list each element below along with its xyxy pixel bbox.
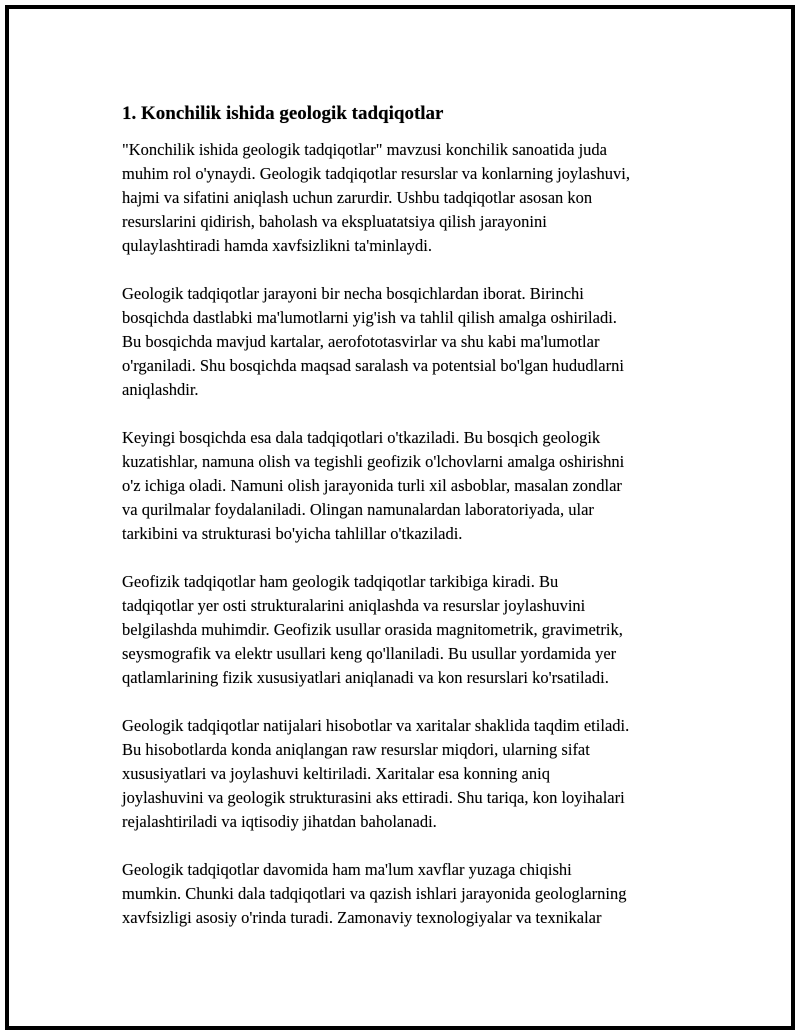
section-heading: 1. Konchilik ishida geologik tadqiqotlar bbox=[122, 103, 444, 124]
paragraph-line: va qurilmalar foydalaniladi. Olingan namunalardan laboratoriyada, ular bbox=[122, 500, 594, 519]
paragraph-line: joylashuvini va geologik strukturasini aks ettiradi. Shu tariqa, kon loyihalari bbox=[122, 788, 625, 807]
paragraph-line: kuzatishlar, namuna olish va tegishli geofizik o'lchovlarni amalga oshirishni bbox=[122, 452, 625, 471]
paragraph-line: hajmi va sifatini aniqlash uchun zarurdir. Ushbu tadqiqotlar asosan kon bbox=[122, 188, 593, 207]
paragraph-line: tarkibini va strukturasi bo'yicha tahlillar o'tkaziladi. bbox=[122, 524, 463, 543]
paragraph-4 bbox=[122, 570, 712, 690]
paragraph-line: seysmografik va elektr usullari keng qo'llaniladi. Bu usullar yordamida yer bbox=[122, 644, 617, 663]
paragraph-line: aniqlashdir. bbox=[122, 380, 199, 399]
paragraph-line: Bu bosqichda mavjud kartalar, aerofototasvirlar va shu kabi ma'lumotlar bbox=[122, 332, 600, 351]
paragraph-line: rejalashtiriladi va iqtisodiy jihatdan baholanadi. bbox=[122, 812, 437, 831]
document-body bbox=[122, 102, 712, 954]
paragraph-line: Keyingi bosqichda esa dala tadqiqotlari o'tkaziladi. Bu bosqich geologik bbox=[122, 428, 601, 447]
paragraph-line: xususiyatlari va joylashuvi keltiriladi. Xaritalar esa konning aniq bbox=[122, 764, 550, 783]
paragraph-line: Geologik tadqiqotlar jarayoni bir necha bosqichlardan iborat. Birinchi bbox=[122, 284, 584, 303]
paragraph-line: Bu hisobotlarda konda aniqlangan raw resurslar miqdori, ularning sifat bbox=[122, 740, 590, 759]
paragraph-line: o'z ichiga oladi. Namuni olish jarayonida turli xil asboblar, masalan zondlar bbox=[122, 476, 622, 495]
paragraph-line: belgilashda muhimdir. Geofizik usullar orasida magnitometrik, gravimetrik, bbox=[122, 620, 623, 639]
paragraph-3 bbox=[122, 426, 712, 546]
paragraph-line: Geologik tadqiqotlar davomida ham ma'lum xavflar yuzaga chiqishi bbox=[122, 860, 572, 879]
paragraph-line: bosqichda dastlabki ma'lumotlarni yig'ish va tahlil qilish amalga oshiriladi. bbox=[122, 308, 617, 327]
paragraph-line: "Konchilik ishida geologik tadqiqotlar" mavzusi konchilik sanoatida juda bbox=[122, 140, 608, 159]
paragraph-line: tadqiqotlar yer osti strukturalarini aniqlashda va resurslar joylashuvini bbox=[122, 596, 586, 615]
paragraph-6 bbox=[122, 858, 712, 930]
paragraph-2 bbox=[122, 282, 712, 402]
paragraph-line: resurslarini qidirish, baholash va ekspluatatsiya qilish jarayonini bbox=[122, 212, 547, 231]
paragraph-1 bbox=[122, 138, 712, 258]
page-frame bbox=[5, 5, 795, 1030]
paragraph-line: qatlamlarining fizik xususiyatlari aniqlanadi va kon resurslari ko'rsatiladi. bbox=[122, 668, 609, 687]
paragraph-line: mumkin. Chunki dala tadqiqotlari va qazish ishlari jarayonida geologlarning bbox=[122, 884, 627, 903]
paragraph-line: qulaylashtiradi hamda xavfsizlikni ta'minlaydi. bbox=[122, 236, 432, 255]
paragraph-line: o'rganiladi. Shu bosqichda maqsad saralash va potentsial bo'lgan hududlarni bbox=[122, 356, 624, 375]
paragraph-line: Geologik tadqiqotlar natijalari hisobotlar va xaritalar shaklida taqdim etiladi. bbox=[122, 716, 630, 735]
paragraph-5 bbox=[122, 714, 712, 834]
paragraph-line: Geofizik tadqiqotlar ham geologik tadqiqotlar tarkibiga kiradi. Bu bbox=[122, 572, 559, 591]
paragraph-line: xavfsizligi asosiy o'rinda turadi. Zamonaviy texnologiyalar va texnikalar bbox=[122, 908, 602, 927]
paragraph-line: muhim rol o'ynaydi. Geologik tadqiqotlar resurslar va konlarning joylashuvi, bbox=[122, 164, 630, 183]
